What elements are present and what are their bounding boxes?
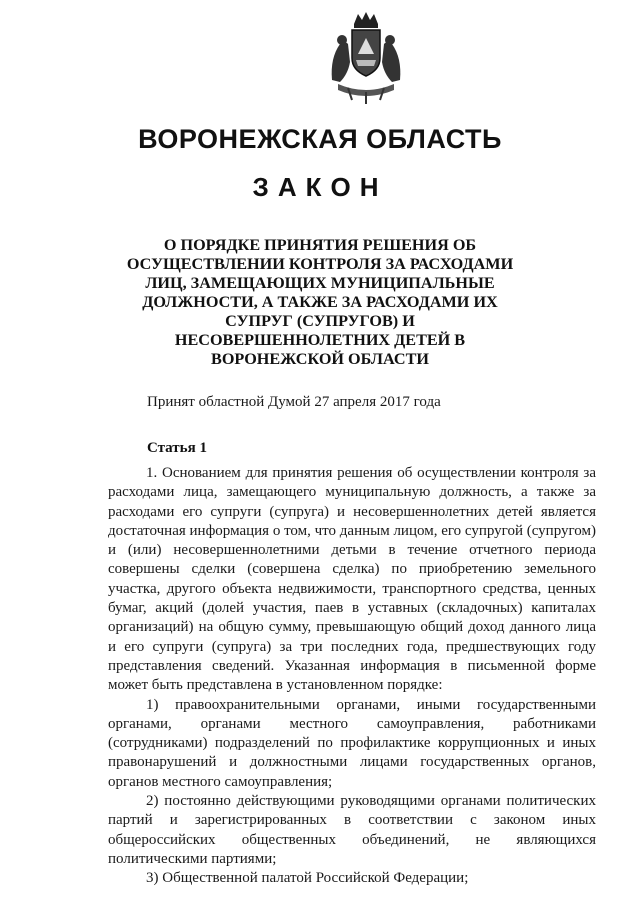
law-title-line: О ПОРЯДКЕ ПРИНЯТИЯ РЕШЕНИЯ ОБ <box>163 236 477 254</box>
article-paragraph: 1. Основанием для принятия решения об осуществлении контроля за расходами лица, замещающего муниципальную должность, а также за расходами его супруги (супруга) и несовершеннолетних детей является достаточная информация о том, что данным лицом, его супругой (супругом) и (или) несовершеннолетними детьми в течение отчетного периода совершены сделки (совершена сделка) по приобретению земельного участка, другого объекта недвижимости, транспортного средства, ценных бумаг, акций (долей участия, паев в уставных (складочных) капиталах организаций) на общую сумму, превышающую общий доход данного лица и его супруги (супруга) за три последних года, предшествующих году представления сведений. Указанная информация в письменной форме может быть представлена в установленном порядке: <box>108 465 596 694</box>
law-title-line: ОСУЩЕСТВЛЕНИИ КОНТРОЛЯ ЗА РАСХОДАМИ <box>126 255 514 273</box>
law-title <box>110 236 530 369</box>
law-title-line: ДОЛЖНОСТИ, А ТАКЖЕ ЗА РАСХОДАМИ ИХ <box>142 293 498 311</box>
article-paragraph: 2) постоянно действующими руководящими органами политических партий и зарегистрированных в соответствии с законом иных общероссийских общественных объединений, не являющихся политическими партиями; <box>108 793 596 867</box>
article-body <box>108 464 596 889</box>
law-title-line: СУПРУГ (СУПРУГОВ) И <box>225 312 415 330</box>
law-title-line: ЛИЦ, ЗАМЕЩАЮЩИХ МУНИЦИПАЛЬНЫЕ <box>145 274 495 292</box>
document-type: ЗАКОН <box>252 172 388 202</box>
law-title-line: НЕСОВЕРШЕННОЛЕТНИХ ДЕТЕЙ В <box>174 331 466 349</box>
law-title-line: ВОРОНЕЖСКОЙ ОБЛАСТИ <box>211 350 429 368</box>
region-title: ВОРОНЕЖСКАЯ ОБЛАСТЬ <box>138 124 502 154</box>
article-paragraph: 3) Общественной палатой Российской Федерации; <box>146 870 469 887</box>
article-heading: Статья 1 <box>147 440 207 456</box>
coat-of-arms-icon <box>318 10 414 106</box>
adoption-note: Принят областной Думой 27 апреля 2017 года <box>147 394 441 410</box>
article-paragraph: 1) правоохранительными органами, иными государственными органами, органами местного самоуправления, работниками (сотрудниками) подразделений по профилактике коррупционных и иных правонарушений и должностными лицами государственных органов, органов местного самоуправления; <box>108 696 596 790</box>
